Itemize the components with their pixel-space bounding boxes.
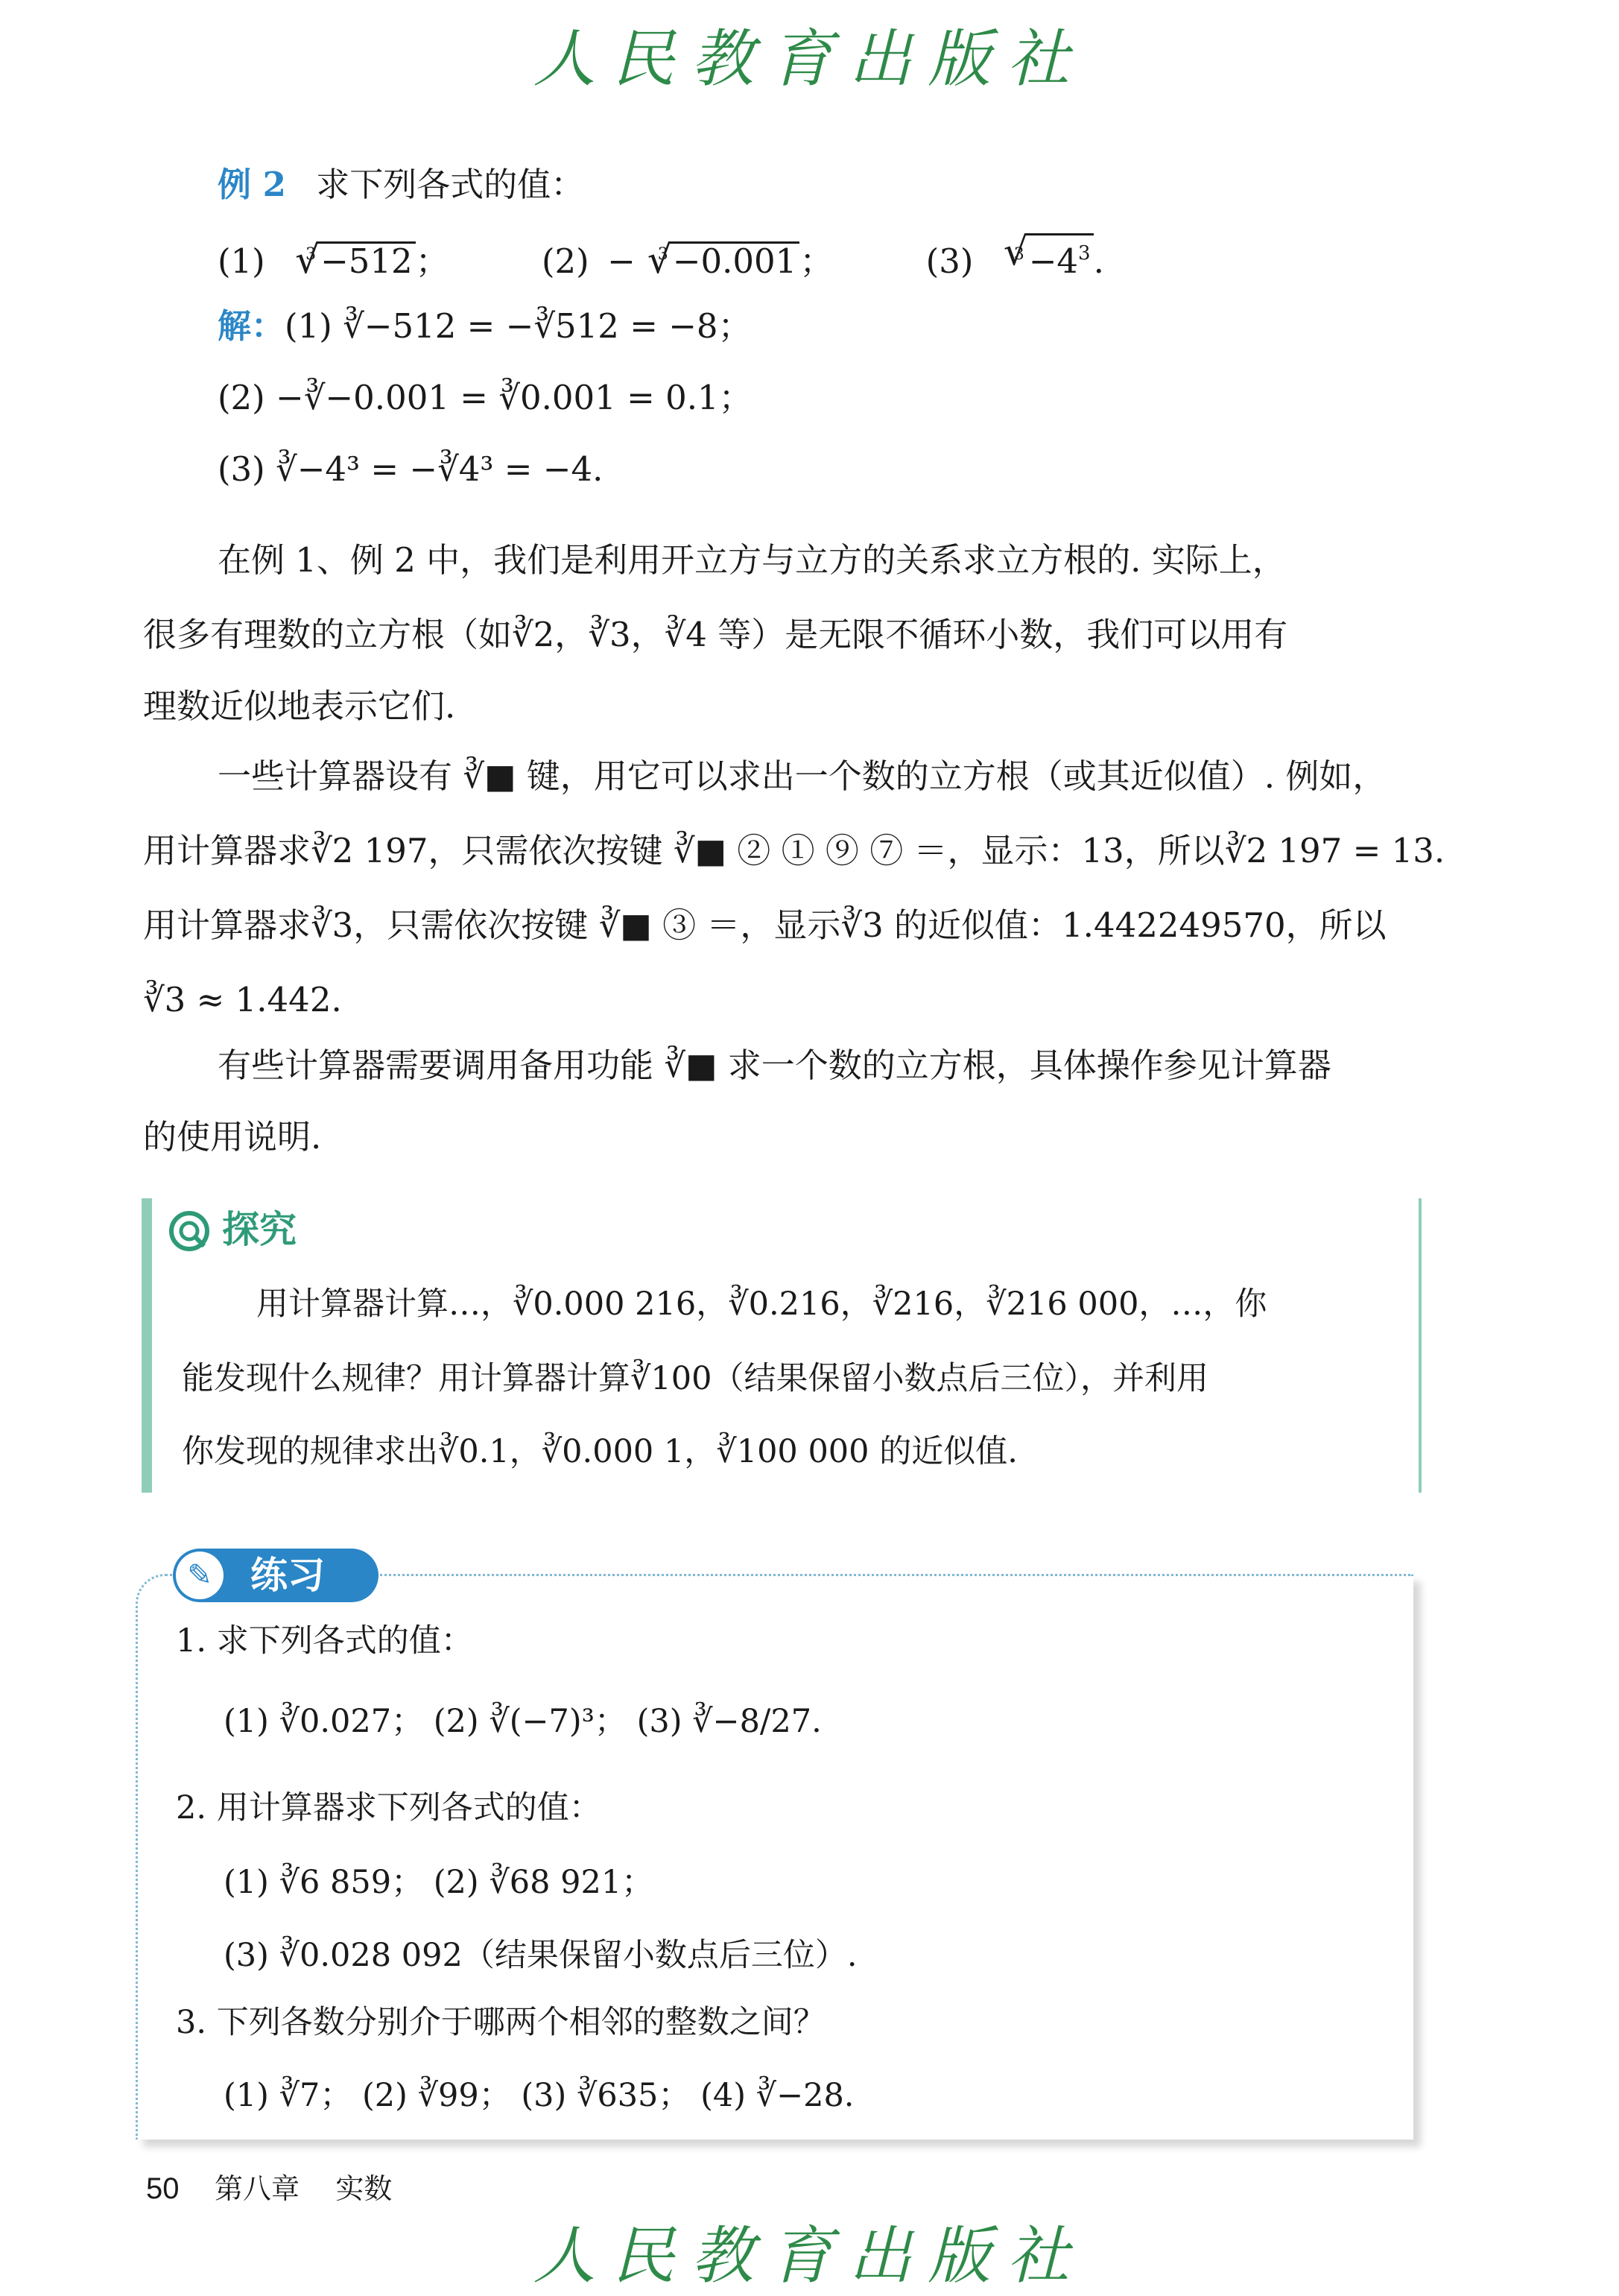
practice-item-1-parts: (1) ∛0.027； (2) ∛(−7)³； (3) ∛−8/27. bbox=[224, 1703, 822, 1740]
explore-right-bar bbox=[1419, 1198, 1422, 1493]
practice-item-2-parts-b: (3) ∛0.028 092（结果保留小数点后三位）. bbox=[224, 1937, 858, 1974]
solution-line-1 bbox=[218, 304, 752, 349]
para2-line-1: 一些计算器设有 ∛■ 键，用它可以求出一个数的立方根（或其近似值）. 例如， bbox=[218, 756, 1387, 796]
explore-icon bbox=[168, 1210, 210, 1252]
para2-line-4: ∛3 ≈ 1.442. bbox=[143, 980, 342, 1019]
para1-line-1: 在例 1、例 2 中，我们是利用开立方与立方的关系求立方根的. 实际上， bbox=[218, 540, 1286, 580]
publisher-header: 人民教育出版社 bbox=[533, 22, 1086, 95]
explore-left-bar bbox=[142, 1198, 152, 1493]
explore-line-3: 你发现的规律求出∛0.1，∛0.000 1，∛100 000 的近似值. bbox=[182, 1433, 1018, 1470]
explore-line-2: 能发现什么规律？用计算器计算∛100（结果保留小数点后三位），并利用 bbox=[182, 1360, 1208, 1397]
practice-title: 练习 bbox=[250, 1554, 325, 1597]
chapter-label: 第八章 实数 bbox=[215, 2172, 393, 2205]
q1-label: (1) bbox=[218, 241, 265, 281]
solution-line-3: (3) ∛−4³ = −∛4³ = −4. bbox=[218, 449, 603, 489]
para1-line-2: 很多有理数的立方根（如∛2，∛3，∛4 等）是无限不循环小数，我们可以用有 bbox=[143, 615, 1288, 654]
example-questions: (1) $^3$√ −512； (2) − $^3$√ −0.001； (3) $^3√ -4^3$. bbox=[218, 233, 1104, 284]
q2-label: (2) bbox=[542, 241, 589, 281]
solution-1: (1) ∛−512 = −∛512 = −8； bbox=[285, 306, 752, 346]
practice-tab bbox=[173, 1549, 378, 1602]
page-number: 50 bbox=[146, 2172, 180, 2205]
q3-expr: −4 bbox=[1028, 241, 1079, 281]
explore-line-1: 用计算器计算…，∛0.000 216，∛0.216，∛216，∛216 000，…，你 bbox=[256, 1285, 1267, 1323]
q3-label: (3) bbox=[925, 241, 974, 281]
publisher-footer: 人民教育出版社 bbox=[533, 2219, 1086, 2292]
para3-line-2: 的使用说明. bbox=[143, 1117, 322, 1157]
para1-line-3: 理数近似地表示它们. bbox=[143, 686, 456, 726]
explore-box bbox=[142, 1198, 1422, 1493]
explore-title: 探究 bbox=[222, 1208, 297, 1251]
practice-item-2-parts-a: (1) ∛6 859； (2) ∛68 921； bbox=[224, 1864, 654, 1901]
practice-item-3-parts: (1) ∛7； (2) ∛99； (3) ∛635； (4) ∛−28. bbox=[224, 2077, 855, 2114]
example-task: 求下列各式的值： bbox=[316, 165, 585, 204]
q1-expr: √ −512 bbox=[317, 241, 416, 279]
para2-line-3: 用计算器求∛3，只需依次按键 ∛■ ③ ＝，显示∛3 的近似值：1.442249570，所以 bbox=[143, 905, 1387, 945]
solution-label: 解： bbox=[218, 306, 285, 346]
practice-item-2: 2. 用计算器求下列各式的值： bbox=[176, 1789, 601, 1827]
q2-expr: √ −0.001 bbox=[670, 241, 800, 279]
practice-item-1: 1. 求下列各式的值： bbox=[176, 1622, 473, 1660]
para3-line-1: 有些计算器需要调用备用功能 ∛■ 求一个数的立方根，具体操作参见计算器 bbox=[218, 1046, 1331, 1085]
example-heading bbox=[218, 162, 584, 207]
para2-line-2: 用计算器求∛2 197，只需依次按键 ∛■ ② ① ⑨ ⑦ ＝，显示：13，所以∛2 197 = 13. bbox=[143, 831, 1445, 870]
practice-icon: ✎ bbox=[176, 1552, 224, 1599]
example-label: 例 2 bbox=[218, 165, 286, 204]
solution-line-2: (2) −∛−0.001 = ∛0.001 = 0.1； bbox=[218, 378, 753, 417]
practice-item-3: 3. 下列各数分别介于哪两个相邻的整数之间？ bbox=[176, 2004, 826, 2041]
